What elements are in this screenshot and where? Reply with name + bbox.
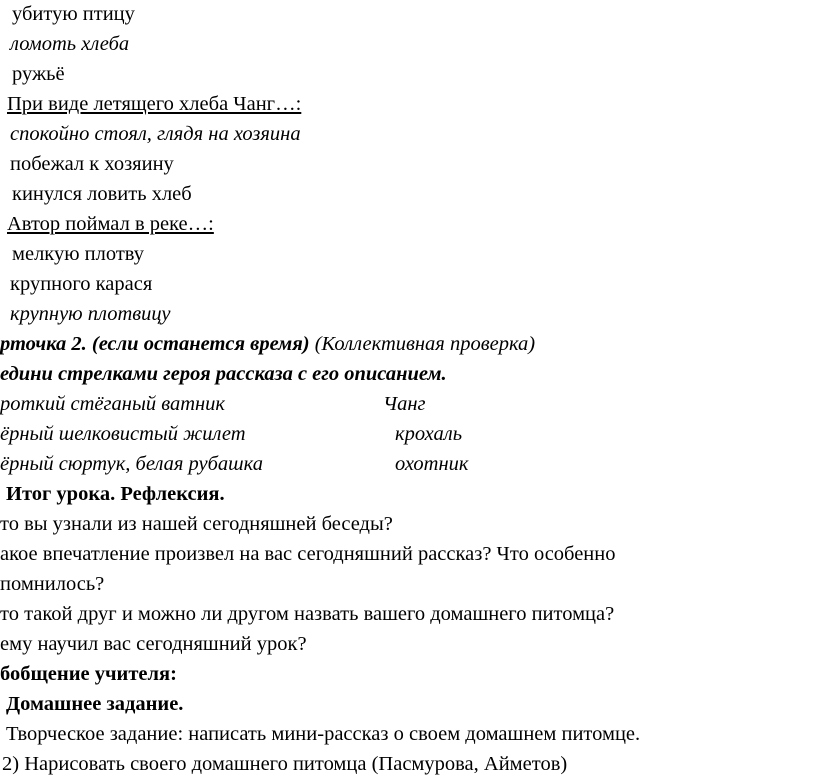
q2-title: При виде летящего хлеба Чанг…:: [7, 93, 302, 115]
card2-left-1: роткий стёганый ватник: [0, 393, 226, 415]
homework-heading: Домашнее задание.: [6, 693, 184, 715]
card2-instruction: едини стрелками героя рассказа с его описанием.: [0, 363, 447, 385]
reflection-question-2a: акое впечатление произвел на вас сегодняшний рассказ? Что особенно: [0, 543, 616, 565]
card2-left-2: ёрный шелковистый жилет: [0, 423, 246, 445]
homework-item-2: 2) Нарисовать своего домашнего питомца (Пасмурова, Айметов): [2, 753, 568, 775]
q2-option-3: кинулся ловить хлеб: [12, 183, 192, 205]
q3-option-2: крупного карася: [10, 273, 153, 295]
card2-right-3: охотник: [395, 453, 469, 475]
q1-option-1: убитую птицу: [12, 3, 135, 25]
reflection-heading: Итог урока. Рефлексия.: [6, 483, 225, 505]
homework-item-1: Творческое задание: написать мини-рассказ о своем домашнем питомце.: [6, 723, 641, 745]
card2-left-3: ёрный сюртук, белая рубашка: [0, 453, 263, 475]
reflection-question-4: ему научил вас сегодняшний урок?: [0, 633, 307, 655]
card2-right-1: Чанг: [383, 393, 426, 415]
card2-title: [0, 332, 535, 356]
q3-option-1: мелкую плотву: [12, 243, 145, 265]
card2-right-2: крохаль: [395, 423, 463, 445]
reflection-question-1: то вы узнали из нашей сегодняшней беседы?: [0, 513, 393, 535]
summary-heading: бобщение учителя:: [0, 663, 177, 685]
reflection-question-2b: помнилось?: [0, 573, 105, 595]
reflection-question-3: то такой друг и можно ли другом назвать вашего домашнего питомца?: [0, 603, 615, 625]
q2-option-1: спокойно стоял, глядя на хозяина: [10, 123, 301, 145]
q3-option-3: крупную плотвицу: [10, 303, 171, 325]
q1-option-3: ружьё: [12, 63, 65, 85]
card2-title-note: (Коллективная проверка): [314, 333, 536, 355]
card2-title-bold: рточка 2. (если останется время): [0, 333, 310, 355]
q3-title: Автор поймал в реке…:: [7, 213, 214, 235]
q2-option-2: побежал к хозяину: [10, 153, 174, 175]
q1-option-2: ломоть хлеба: [10, 33, 130, 55]
